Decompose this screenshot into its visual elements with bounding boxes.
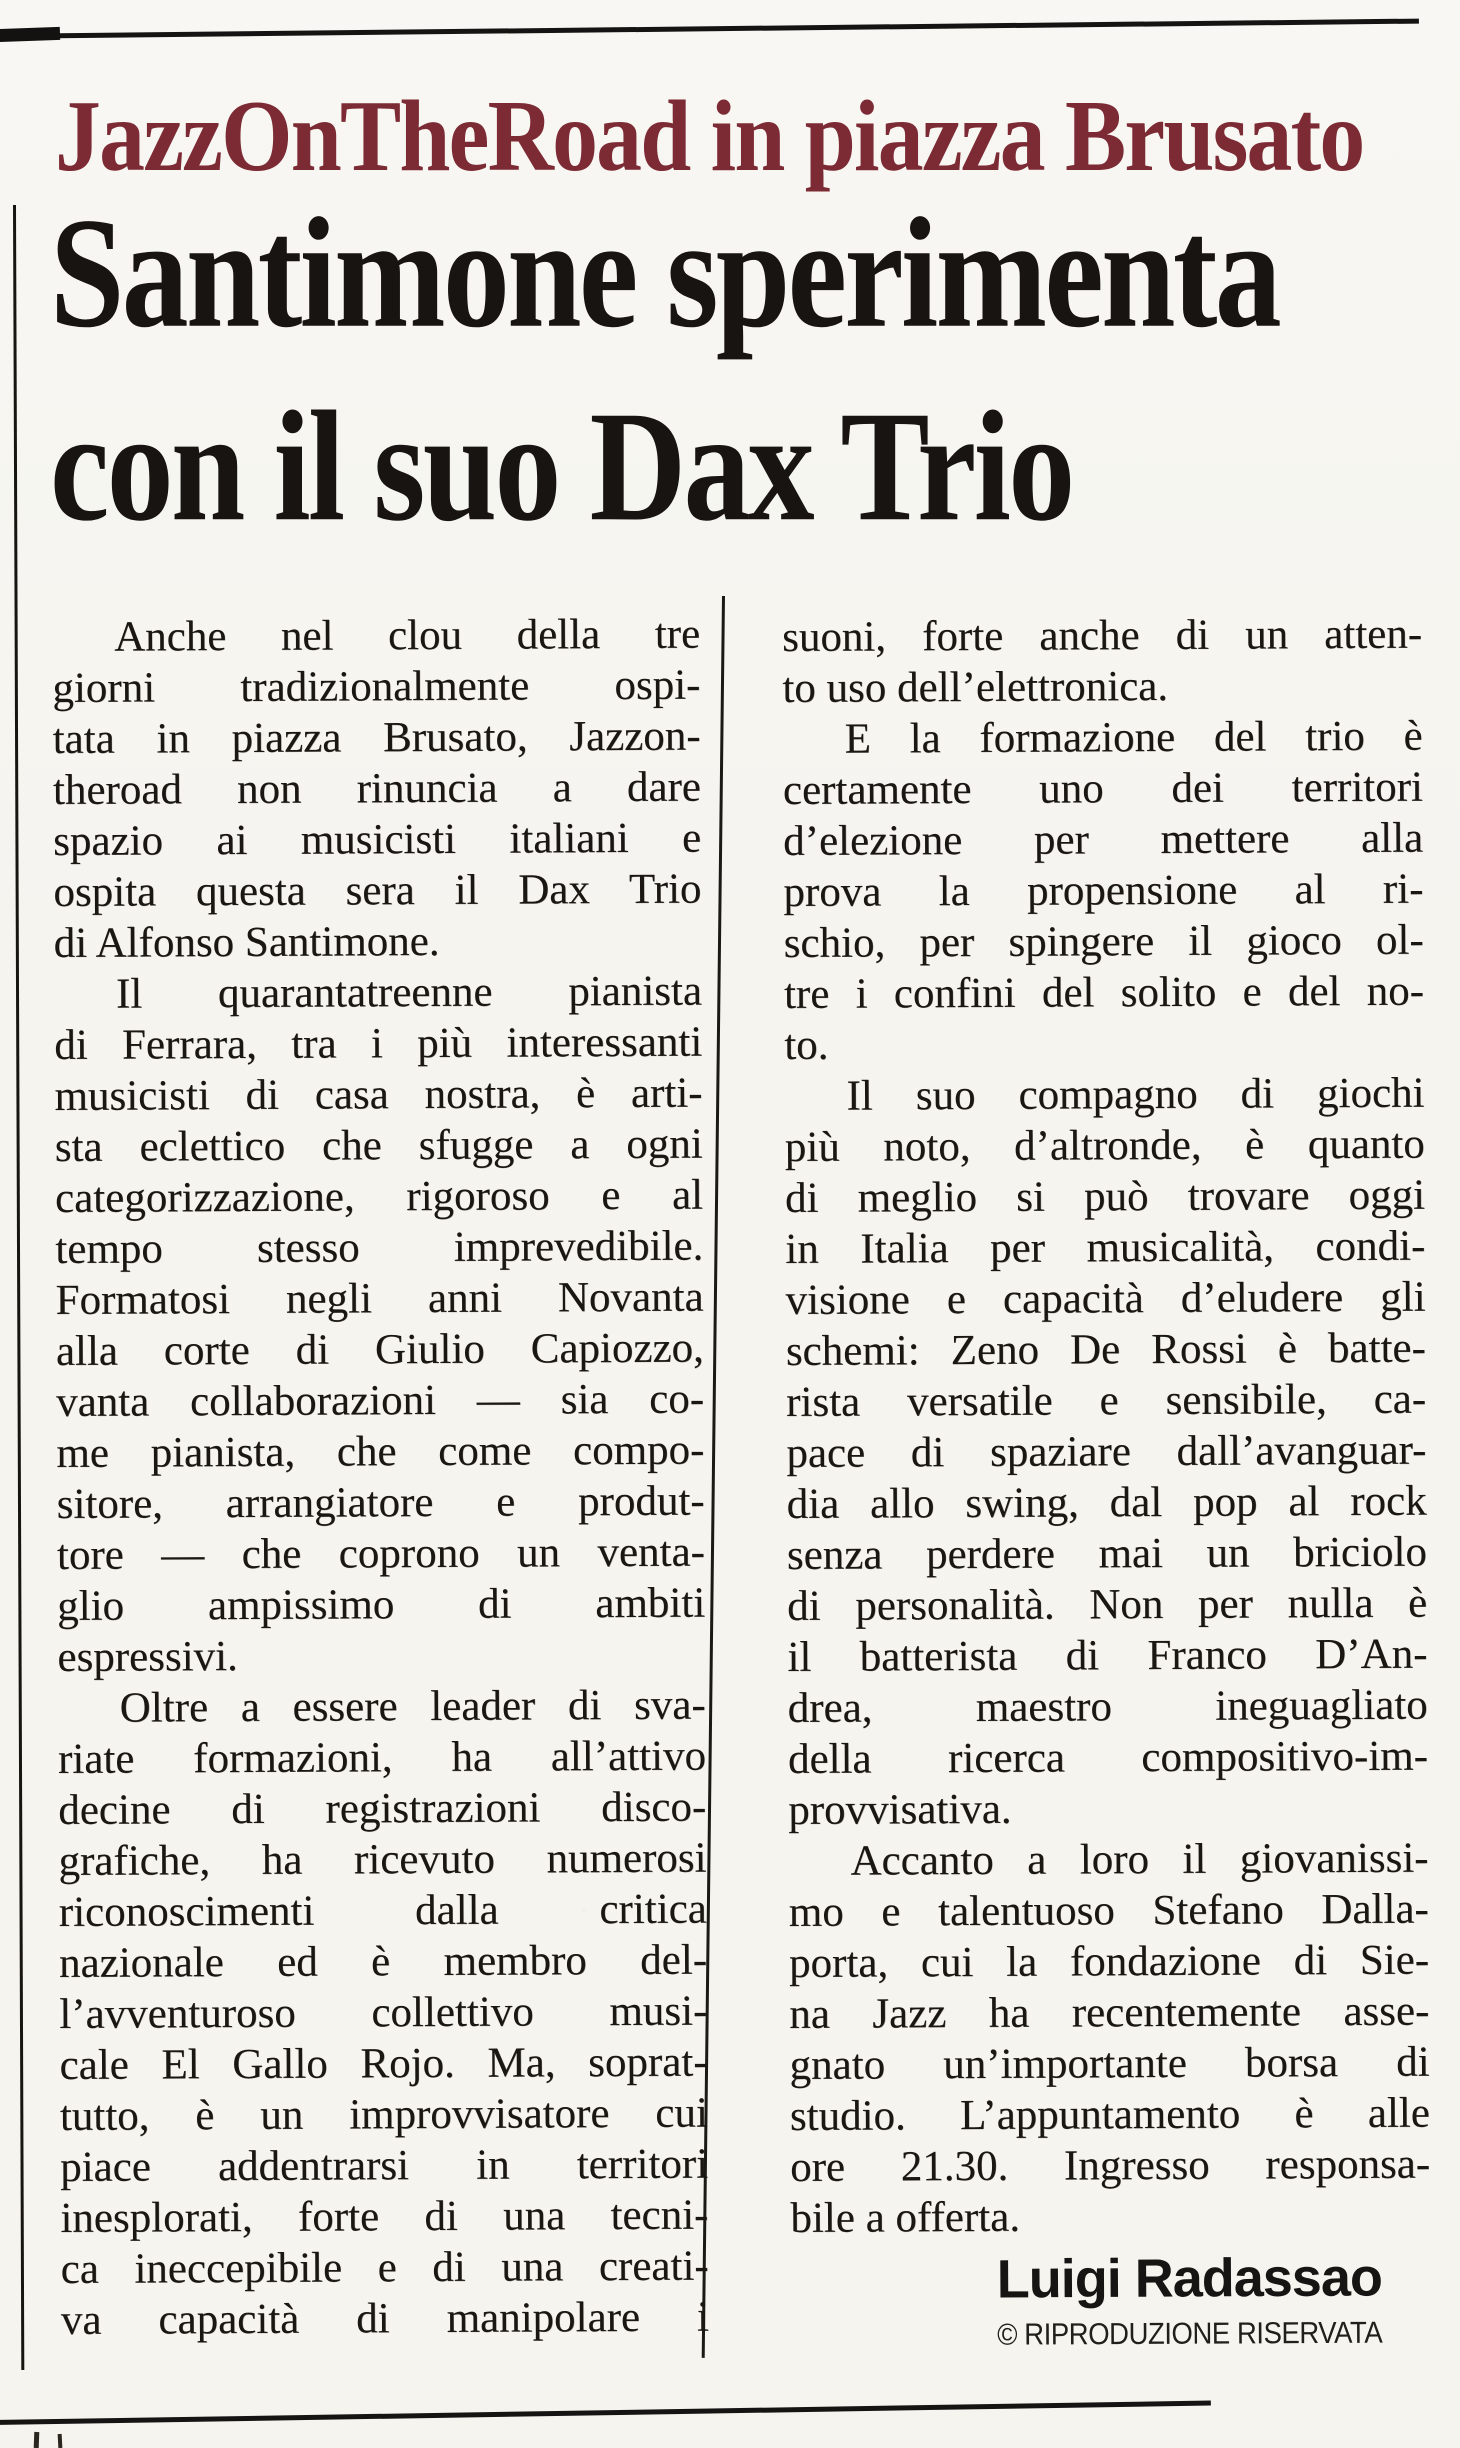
body-line: pace di spaziare dall’avanguar-	[786, 1426, 1427, 1477]
body-line: tore — che coprono un venta-	[56, 1528, 706, 1579]
body-line: visione e capacità d’eludere gli	[785, 1273, 1426, 1324]
body-line: vanta collaborazioni — sia co-	[56, 1375, 705, 1426]
body-line: tutto, è un improvvisatore cui	[59, 2089, 708, 2140]
byline: Luigi Radassao	[996, 2247, 1383, 2310]
body-line: Oltre a essere leader di sva-	[119, 1681, 706, 1732]
body-line: to uso dell’elettronica.	[782, 662, 1169, 712]
body-line: tata in piazza Brusato, Jazzon-	[52, 712, 701, 763]
body-line: musicisti di casa nostra, è arti-	[54, 1069, 703, 1120]
top-rule	[0, 19, 1419, 39]
body-line: di Ferrara, tra i più interessanti	[54, 1018, 703, 1069]
paragraph	[783, 711, 1425, 1071]
body-line: schemi: Zeno De Rossi è batte-	[785, 1324, 1426, 1375]
body-line: schio, per spingere il gioco ol-	[783, 916, 1424, 967]
body-line: studio. L’appuntamento è alle	[789, 2089, 1430, 2140]
left-column-rule	[13, 205, 24, 2370]
body-line: alla corte di Giulio Capiozzo,	[55, 1324, 704, 1375]
body-line: decine di registrazioni disco-	[58, 1783, 707, 1834]
body-column-left	[52, 609, 709, 2346]
paragraph	[782, 609, 1423, 714]
body-line: riconoscimenti dalla critica	[58, 1885, 707, 1936]
body-line: rista versatile e sensibile, ca-	[786, 1375, 1427, 1426]
body-line: na Jazz ha recentemente asse-	[789, 1987, 1430, 2038]
body-line: glio ampissimo di ambiti	[57, 1579, 706, 1630]
body-line: di meglio si può trovare oggi	[784, 1171, 1426, 1222]
body-line: dia allo swing, dal pop al rock	[786, 1477, 1427, 1528]
body-line: ore 21.30. Ingresso responsa-	[790, 2140, 1431, 2191]
body-line: Il quarantatreenne pianista	[115, 967, 703, 1018]
body-line: porta, cui la fondazione di Sie-	[788, 1936, 1430, 1987]
body-line: inesplorati, forte di una tecni-	[60, 2191, 709, 2242]
headline-line-2: con il suo Dax Trio	[50, 378, 1073, 554]
body-line: spazio ai musicisti italiani e	[53, 814, 702, 865]
scan-glyph-fragment	[58, 2434, 63, 2448]
body-line: Anche nel clou della tre	[114, 610, 701, 661]
top-rule-wedge	[0, 27, 60, 42]
body-line: categorizzazione, rigoroso e al	[54, 1171, 704, 1222]
body-line: senza perdere mai un briciolo	[786, 1528, 1428, 1579]
body-line: di Alfonso Santimone.	[53, 917, 440, 967]
paragraph	[788, 1833, 1430, 2244]
body-line: più noto, d’altronde, è quanto	[784, 1120, 1425, 1171]
body-line: Accanto a loro il giovanissi-	[850, 1834, 1429, 1885]
scan-glyph-fragment	[34, 2432, 40, 2448]
body-line: ospita questa sera il Dax Trio	[53, 865, 702, 916]
body-line: di personalità. Non per nulla è	[787, 1579, 1428, 1630]
body-line: d’elezione per mettere alla	[783, 814, 1424, 865]
body-line: tre i confini del solito e del no-	[783, 967, 1425, 1018]
body-line: in Italia per musicalità, condi-	[785, 1222, 1426, 1273]
body-line: sta eclettico che sfugge a ogni	[54, 1120, 703, 1171]
body-line: gnato un’importante borsa di	[789, 2038, 1430, 2089]
body-line: suoni, forte anche di un atten-	[782, 610, 1423, 661]
body-line: riate formazioni, ha all’attivo	[57, 1732, 707, 1783]
body-line: grafiche, ha ricevuto numerosi	[58, 1834, 707, 1885]
body-line: Il suo compagno di giochi	[846, 1069, 1425, 1120]
body-line: piace addentrarsi in territori	[60, 2140, 709, 2191]
body-line: Formatosi negli anni Novanta	[55, 1273, 704, 1324]
body-line: theroad non rinuncia a dare	[52, 763, 702, 814]
body-line: espressivi.	[57, 1633, 238, 1681]
body-line: to.	[784, 1021, 829, 1069]
body-line: E la formazione del trio è	[844, 712, 1423, 763]
copyright-notice: © RIPRODUZIONE RISERVATA	[997, 2316, 1383, 2353]
paragraph	[58, 1680, 709, 2346]
byline-block	[782, 2246, 1383, 2352]
body-line: il batterista di Franco D’An-	[787, 1630, 1428, 1681]
body-line: cale El Gallo Rojo. Ma, soprat-	[59, 2038, 708, 2089]
paragraph	[52, 609, 702, 969]
body-line: nazionale ed è membro del-	[58, 1936, 708, 1987]
headline	[50, 176, 1279, 563]
kicker: JazzOnTheRoad in piazza Brusato	[55, 80, 1364, 193]
body-line: sitore, arrangiatore e produt-	[56, 1477, 705, 1528]
body-line: bile a offerta.	[790, 2193, 1021, 2242]
headline-line-1: Santimone sperimenta	[50, 185, 1280, 361]
body-line: della ricerca compositivo-im-	[787, 1732, 1429, 1783]
bottom-rule	[0, 2400, 1211, 2425]
body-line: tempo stesso imprevedibile.	[55, 1222, 704, 1273]
paragraph	[784, 1068, 1428, 1836]
body-line: drea, maestro ineguagliato	[787, 1681, 1428, 1732]
body-line: mo e talentuoso Stefano Dalla-	[788, 1885, 1429, 1936]
body-line: provvisativa.	[788, 1785, 1012, 1834]
body-line: prova la propensione al ri-	[783, 865, 1424, 916]
paragraph	[54, 966, 706, 1683]
body-column-right	[782, 609, 1431, 2244]
body-line: va capacità di manipolare i	[60, 2293, 710, 2344]
body-line: ca ineccepibile e di una creati-	[60, 2242, 709, 2293]
body-line: l’avventuroso collettivo musi-	[59, 1987, 708, 2038]
body-line: giorni tradizionalmente ospi-	[52, 661, 701, 712]
body-line: certamente uno dei territori	[782, 763, 1424, 814]
body-line: me pianista, che come compo-	[56, 1426, 705, 1477]
